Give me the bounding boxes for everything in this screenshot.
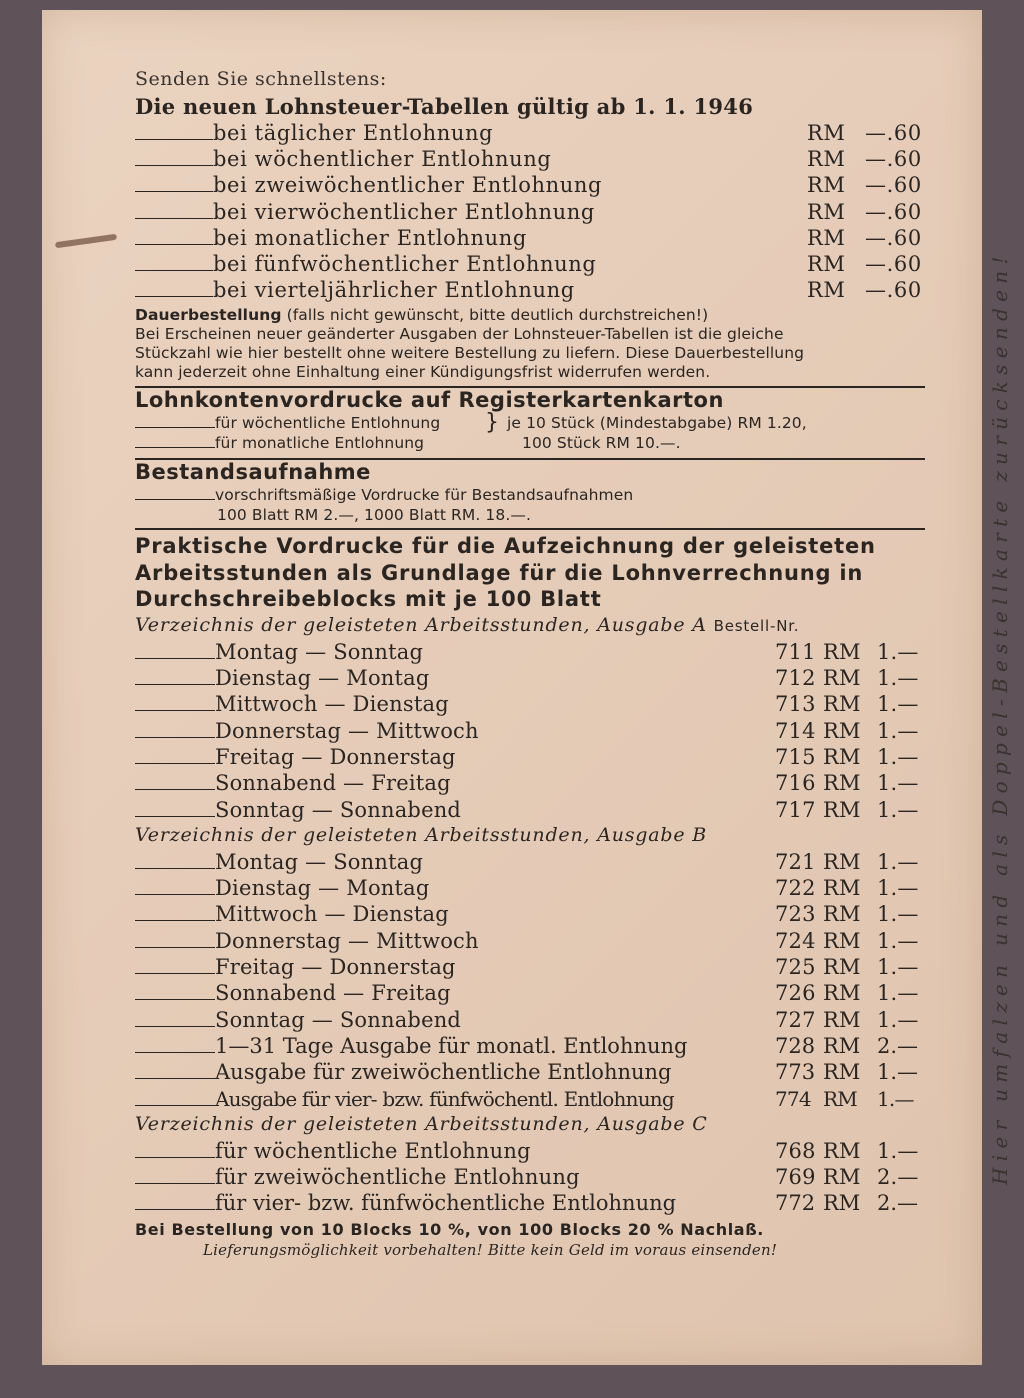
item-label: Mittwoch — Dienstag [215,692,449,717]
item-label: Sonntag — Sonnabend [215,1007,462,1032]
order-line [135,486,925,506]
price: —.60 [865,251,922,276]
currency: RM [823,849,861,874]
dauer-note: (falls nicht gewünscht, bitte deutlich durchstreichen!) [281,306,709,325]
section-title: Lohnkontenvordrucke auf Registerkartenkarton [135,388,724,413]
price: 1.— [877,1060,919,1085]
discount-note: Bei Bestellung von 10 Blocks 10 %, von 100 Blocks 20 % Nachlaß. [135,1219,764,1239]
order-line [135,278,925,304]
price: 1.— [877,692,919,717]
price: 2.— [877,1033,919,1058]
item-label: bei täglicher Entlohnung [213,121,494,145]
currency: RM [807,173,846,198]
order-number: 724 [775,928,816,953]
quantity-blank[interactable] [135,447,215,448]
quantity-blank[interactable] [135,789,215,790]
price: 1.— [877,955,919,980]
lohnkonten-block [135,388,925,454]
price: —.60 [865,147,922,172]
order-number: 715 [775,745,816,769]
subsection-label: Verzeichnis der geleisteten Arbeitsstunden, Ausgabe A [135,613,707,636]
price: 1.— [877,876,919,901]
order-line [135,1008,925,1034]
currency: RM [823,639,861,664]
quantity-blank[interactable] [135,1052,215,1053]
order-number: 774 [775,1086,811,1111]
order-line [135,434,925,454]
quantity-blank[interactable] [135,973,215,974]
order-line [135,1191,925,1217]
dauer-text: Stückzahl wie hier bestellt ohne weitere Bestellung zu liefern. Diese Dauerbestellung [135,344,805,363]
currency: RM [823,876,861,901]
currency: RM [807,251,846,276]
bestell-nr-header: Bestell-Nr. [713,616,800,635]
order-number: 717 [775,797,816,822]
quantity-blank[interactable] [135,139,213,140]
order-number: 714 [775,718,816,743]
price: 1.— [877,928,919,953]
quantity-blank[interactable] [135,499,215,500]
section-title: Bestandsaufnahme [135,460,371,485]
order-line [135,226,925,252]
order-line [135,1060,925,1086]
subsection-title: Verzeichnis der geleisteten Arbeitsstunden, Ausgabe C [135,1112,708,1135]
order-line [135,410,925,436]
item-label: Ausgabe für vier- bzw. fünfwöchentl. Entlohnung [215,1086,674,1111]
quantity-blank[interactable] [135,1026,215,1027]
price: je 10 Stück (Mindestabgabe) RM 1.20, [507,414,807,433]
item-label: Dienstag — Montag [215,666,430,691]
order-number: 773 [775,1060,816,1085]
price: —.60 [865,278,922,303]
quantity-blank[interactable] [135,763,215,764]
order-line [135,640,925,666]
order-number: 726 [775,981,816,1006]
currency: RM [823,1033,861,1058]
price: 2.— [877,1191,919,1216]
quantity-blank[interactable] [135,710,215,711]
order-number: 713 [775,692,816,717]
order-number: 725 [775,955,816,980]
item-label: Montag — Sonntag [215,849,424,874]
order-line [135,1139,925,1165]
currency: RM [807,199,846,224]
item-label: für wöchentliche Entlohnung [215,1138,531,1163]
order-line [135,902,925,928]
price: —.60 [865,173,922,198]
currency: RM [807,278,846,303]
title-line: Die neuen Lohnsteuer-Tabellen gültig ab 1. 1. 1946 [135,94,754,119]
dauer-title: Dauerbestellung [135,306,282,325]
currency: RM [823,1060,861,1085]
currency: RM [823,692,861,717]
quantity-blank[interactable] [135,894,215,895]
quantity-blank[interactable] [135,868,215,869]
item-label: Freitag — Donnerstag [215,745,456,769]
order-number: 728 [775,1033,816,1058]
subsection-title [135,614,925,640]
price: 1.— [877,1138,919,1163]
section-title: Arbeitsstunden als Grundlage für die Lohnverrechnung in [135,560,864,585]
currency: RM [823,745,861,769]
quantity-blank[interactable] [135,684,215,685]
praktisch-block [135,534,925,614]
intro-line: Senden Sie schnellstens: [135,68,387,90]
currency: RM [807,121,846,145]
price: 1.— [877,981,919,1006]
order-line [135,1087,925,1113]
price: 1.— [877,771,919,796]
price: 1.— [877,902,919,927]
quantity-blank[interactable] [135,737,215,738]
dauer-text: Bei Erscheinen neuer geänderter Ausgaben der Lohnsteuer-Tabellen ist die gleiche [135,325,784,344]
price: 2.— [877,1165,919,1190]
item-label: Dienstag — Montag [215,876,430,901]
quantity-blank[interactable] [135,1105,215,1106]
item-label: Donnerstag — Mittwoch [215,718,479,743]
order-number: 727 [775,1007,816,1032]
item-label: Sonnabend — Freitag [215,771,451,796]
dauer-title-line [135,306,925,325]
price: 1.— [877,849,919,874]
quantity-blank[interactable] [135,999,215,1000]
currency: RM [823,981,861,1006]
order-line [135,252,925,278]
quantity-blank[interactable] [135,816,215,817]
item-label: für wöchentliche Entlohnung [215,414,441,433]
currency: RM [823,955,861,980]
item-label: Sonntag — Sonnabend [215,797,462,822]
item-label: bei fünfwöchentlicher Entlohnung [213,251,597,276]
quantity-blank[interactable] [135,1078,215,1079]
order-line [135,121,925,147]
price: 1.— [877,797,919,822]
quantity-blank[interactable] [135,244,213,245]
divider [135,528,925,530]
quantity-blank[interactable] [135,218,213,219]
order-line [135,200,925,226]
quantity-blank[interactable] [135,1209,215,1210]
order-line [135,173,925,199]
ausgabe-a [135,614,925,824]
order-line [135,981,925,1007]
order-number: 769 [775,1165,816,1190]
item-label: für vier- bzw. fünfwöchentliche Entlohnung [215,1191,677,1216]
currency: RM [807,225,846,250]
order-number: 723 [775,902,816,927]
bestand-block [135,460,925,526]
section-title: Praktische Vordrucke für die Aufzeichnung der geleisteten [135,534,876,559]
currency: RM [823,1086,857,1111]
subsection-title: Verzeichnis der geleisteten Arbeitsstunden, Ausgabe B [135,823,707,846]
quantity-blank[interactable] [135,658,215,659]
order-number: 768 [775,1138,816,1163]
currency: RM [823,928,861,953]
item-label: bei wöchentlicher Entlohnung [213,147,552,172]
price: 100 Stück RM 10.—. [522,434,681,453]
quantity-blank[interactable] [135,165,213,166]
currency: RM [823,797,861,822]
quantity-blank[interactable] [135,191,213,192]
item-label: Sonnabend — Freitag [215,981,451,1006]
item-label: bei vierteljährlicher Entlohnung [213,278,575,303]
quantity-blank[interactable] [135,296,213,297]
currency: RM [807,147,846,172]
currency: RM [823,1138,861,1163]
item-label: Mittwoch — Dienstag [215,902,449,927]
order-line [135,147,925,173]
item-label: für zweiwöchentliche Entlohnung [215,1165,580,1190]
item-label: Ausgabe für zweiwöchentliche Entlohnung [215,1060,672,1085]
order-line [135,798,925,824]
order-line [135,719,925,745]
price: 100 Blatt RM 2.—, 1000 Blatt RM. 18.—. [217,506,532,525]
item-label: 1—31 Tage Ausgabe für monatl. Entlohnung [215,1033,688,1058]
item-label: Freitag — Donnerstag [215,955,456,980]
order-number: 772 [775,1191,816,1216]
order-form [135,68,925,1261]
order-number: 716 [775,771,816,796]
brace: } [485,410,500,436]
order-line [135,1165,925,1191]
quantity-blank[interactable] [135,920,215,921]
price: 1.— [877,1086,914,1111]
quantity-blank[interactable] [135,270,213,271]
currency: RM [823,718,861,743]
price: 1.— [877,639,919,664]
dauerbestellung-block [135,306,925,382]
currency: RM [823,1191,861,1216]
order-line [135,955,925,981]
price: —.60 [865,199,922,224]
order-line [135,666,925,692]
quantity-blank[interactable] [135,427,215,428]
price: 1.— [877,745,919,769]
price: 1.— [877,666,919,691]
ausgabe-b [135,824,925,1113]
price: —.60 [865,225,922,250]
quantity-blank[interactable] [135,1183,215,1184]
currency: RM [823,1007,861,1032]
order-number: 721 [775,849,816,874]
order-line [135,1034,925,1060]
dauer-text: kann jederzeit ohne Einhaltung einer Kündigungsfrist widerrufen werden. [135,363,711,382]
price: —.60 [865,121,922,145]
item-label: bei monatlicher Entlohnung [213,225,527,250]
price: 1.— [877,1007,919,1032]
fold-instruction: Hier umfalzen und als Doppel-Bestellkarte zurücksenden! [988,250,1012,1185]
ausgabe-c [135,1113,925,1218]
price: 1.— [877,718,919,743]
tabellen-list [135,121,925,304]
order-number: 712 [775,666,816,691]
currency: RM [823,1165,861,1190]
order-line [135,692,925,718]
item-label: für monatliche Entlohnung [215,434,425,453]
quantity-blank[interactable] [135,1157,215,1158]
quantity-blank[interactable] [135,947,215,948]
order-line [135,850,925,876]
order-number: 711 [775,639,816,664]
item-label: Montag — Sonntag [215,639,424,664]
currency: RM [823,666,861,691]
item-label: vorschriftsmäßige Vordrucke für Bestandsaufnahmen [215,486,634,505]
section-title: Durchschreibeblocks mit je 100 Blatt [135,587,602,612]
item-label: Donnerstag — Mittwoch [215,928,479,953]
currency: RM [823,902,861,927]
order-line [135,771,925,797]
order-line [135,929,925,955]
item-label: bei zweiwöchentlicher Entlohnung [213,173,602,198]
order-line [135,876,925,902]
delivery-note: Lieferungsmöglichkeit vorbehalten! Bitte kein Geld im voraus einsenden! [203,1240,778,1259]
currency: RM [823,771,861,796]
order-number: 722 [775,876,816,901]
order-line [135,745,925,771]
item-label: bei vierwöchentlicher Entlohnung [213,199,595,224]
